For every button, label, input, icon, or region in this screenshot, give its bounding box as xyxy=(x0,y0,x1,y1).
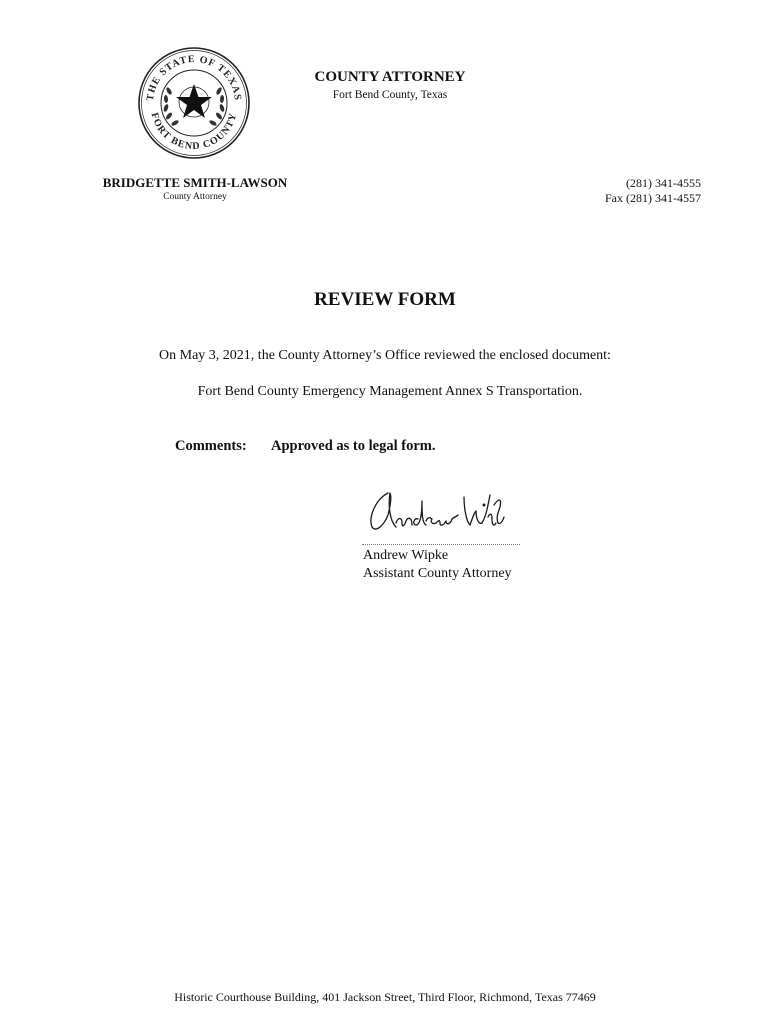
fax-number: Fax (281) 341-4557 xyxy=(605,191,701,205)
handwritten-signature xyxy=(366,487,506,537)
review-statement: On May 3, 2021, the County Attorney’s Office reviewed the enclosed document: xyxy=(159,348,611,363)
attorney-name: BRIDGETTE SMITH-LAWSON xyxy=(102,175,288,190)
star-icon xyxy=(176,84,212,118)
seal-text-top: THE STATE OF TEXAS xyxy=(144,53,244,102)
reviewed-document-name: Fort Bend County Emergency Management Annex S Transportation. xyxy=(197,384,583,399)
svg-text:FORT BEND COUNTY xyxy=(149,111,240,152)
comments-value: Approved as to legal form. xyxy=(271,438,436,454)
office-title: COUNTY ATTORNEY xyxy=(314,69,466,85)
footer-address: Historic Courthouse Building, 401 Jackson Street, Third Floor, Richmond, Texas 77469 xyxy=(174,990,596,1004)
comments-label: Comments: xyxy=(175,438,247,454)
seal-text-bottom: FORT BEND COUNTY xyxy=(148,111,240,153)
county-seal xyxy=(137,46,251,160)
form-title: REVIEW FORM xyxy=(314,289,456,310)
signature-line xyxy=(362,544,520,545)
signer-title: Assistant County Attorney xyxy=(363,566,512,581)
county-name: Fort Bend County, Texas xyxy=(332,89,448,101)
attorney-title: County Attorney xyxy=(163,192,227,202)
phone-number: (281) 341-4555 xyxy=(626,176,701,190)
signer-name: Andrew Wipke xyxy=(363,548,449,563)
